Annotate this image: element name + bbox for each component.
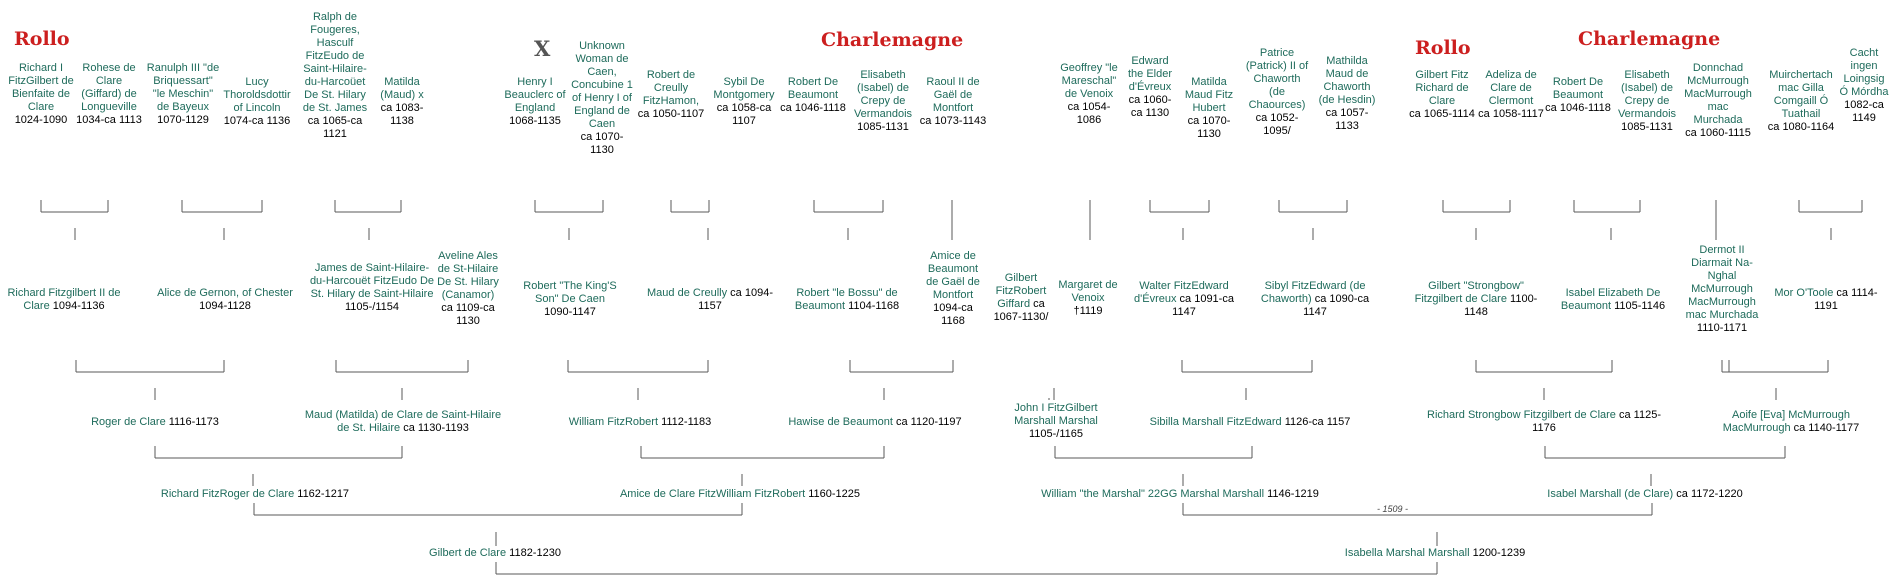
person-isabel-marshall[interactable] [1520,488,1770,501]
person-dates: ca 1125-1176 [1532,409,1661,434]
person-gilbert-strongbow[interactable] [1414,280,1538,319]
person-unknown-woman[interactable] [570,40,634,157]
person-rohese[interactable] [76,62,142,127]
person-aveline[interactable] [435,250,501,328]
person-robert-kings-son[interactable] [514,280,626,319]
person-dates: 1162-1217 [297,488,350,500]
person-dates: ca 1114-1191 [1814,287,1878,312]
person-dates: 1105-/1154 [344,301,400,313]
person-mor[interactable] [1770,287,1882,313]
person-dates: 1068-1135 [509,115,561,127]
person-dates: ca 1065-1114 [1409,108,1475,120]
person-dates: 1094-ca 1168 [933,302,973,327]
person-name: Alice de Gernon, of Chester [157,287,293,299]
person-name: Patrice (Patrick) II of Chaworth (de Chaources) [1245,47,1309,111]
person-dates: ca 1046-1118 [1545,102,1611,114]
person-dates: 1100-1148 [1464,293,1538,318]
person-dates: 1105-/1165 [1028,428,1084,440]
person-sibyl-fitzedward[interactable] [1250,280,1380,319]
person-richard-i[interactable] [8,62,74,127]
person-dates: ca 1067-1130/ [993,298,1049,323]
person-cacht[interactable] [1838,47,1890,125]
person-dates: ca 1058-1117 [1478,108,1544,120]
person-matilda-x[interactable] [374,76,430,128]
person-dates: ca 1109-ca 1130 [441,302,495,327]
person-dates: ca 1060-ca 1130 [1128,94,1172,119]
person-edward[interactable] [1124,55,1176,120]
person-maud-creully[interactable] [640,287,780,313]
person-robert-bossu[interactable] [782,287,912,313]
person-name: Ranulph III "de Briquessart" "le Meschin" de Bayeux [146,62,220,113]
person-name: Elisabeth (Isabel) de Crepy de Vermandois [1617,69,1677,120]
header-rollo-left: Rollo [14,28,70,50]
person-dates: 1116-1173 [168,416,219,428]
person-dates: 1074-ca 1136 [223,115,291,127]
person-dates: ca 1090-ca 1147 [1303,293,1370,318]
person-mathilda-chaworth[interactable] [1314,55,1380,133]
person-dates: 1105-1146 [1614,300,1666,312]
person-name: John I FitzGilbert Marshall Marshal [1014,402,1098,427]
person-name: Robert "le Bossu" de Beaumont [794,287,898,312]
person-dates: ca 1057-1133 [1325,107,1369,132]
person-ralph[interactable] [302,11,368,141]
person-name: Roger de Clare [91,416,166,428]
person-name: Robert De Beaumont [1552,76,1604,101]
person-dates: 1104-1168 [848,300,900,312]
person-dates: 1085-1131 [857,121,909,133]
person-dates: 1146-1219 [1267,488,1319,500]
person-geoffrey[interactable] [1056,62,1122,127]
person-lucy[interactable] [222,76,292,128]
person-dates: ca 1058-ca 1107 [716,102,772,127]
person-richard-fitzroger[interactable] [130,488,380,501]
person-ranulph[interactable] [146,62,220,127]
person-isabella-marshal[interactable] [1310,547,1560,560]
person-dermot[interactable] [1684,244,1760,335]
person-name: Adeliza de Clare de Clermont [1485,69,1537,107]
person-dates: 1160-1225 [808,488,861,500]
person-amice-gael[interactable] [922,250,984,328]
person-name: Unknown Woman de Caen, Concubine 1 of Henry I of England de Caen [571,40,633,130]
person-name: Henry I Beauclerc of England [504,76,566,114]
person-dates: 1112-1183 [661,416,712,428]
person-name: Amice de Beaumont de Gaël de Montfort [926,250,980,301]
person-sibilla[interactable] [1130,416,1370,429]
person-name: Aoife [Eva] McMurrough MacMurrough [1722,409,1850,434]
person-maud-matilda[interactable] [300,409,506,435]
person-dates: 1126-ca 1157 [1284,416,1351,428]
person-dates: 1200-1239 [1472,547,1526,559]
person-dates: ca 1070-1130 [580,131,624,156]
person-dates: 1034-ca 1113 [76,114,142,126]
person-name: Elisabeth (Isabel) de Crepy de Vermandois [853,69,913,120]
person-john-marshal[interactable] [1000,402,1112,441]
person-richard-ii[interactable] [4,287,124,313]
person-roger[interactable] [60,416,250,429]
person-dates: ca 1046-1118 [780,102,846,114]
person-dates: ca 1065-ca 1121 [307,115,363,140]
person-dates: 1110-1171 [1696,322,1748,334]
person-dates: ca 1094-1157 [698,287,773,312]
person-name: Edward the Elder d'Évreux [1127,55,1173,93]
person-name: Matilda Maud Fitz Hubert [1184,76,1234,114]
person-dates: ca 1120-1197 [895,416,962,428]
person-name: Muirchertach mac Gilla Comgaill Ó Tuathail [1769,69,1833,120]
person-name: Gilbert "Strongbow" Fitzgilbert de Clare [1414,280,1524,305]
person-dates: ca 1130-1193 [403,422,469,434]
person-gilbert-clare[interactable] [390,547,600,560]
person-name: Dermot II Diarmait Na-Nghal McMurrough MacMurrough mac Murchada [1685,244,1759,321]
person-amice-fitzwilliam[interactable] [590,488,890,501]
person-robert-creully[interactable] [636,69,706,121]
person-name: Aveline Ales de St-Hilaire De St. Hilary (Canamor) [437,250,499,301]
generation-note: - 1509 - [1377,504,1409,514]
person-dates: ca 1070-1130 [1187,115,1231,140]
person-dates: ca 1060-1115 [1685,127,1751,139]
person-dates: 1094-1136 [52,300,105,312]
person-name: Donnchad McMurrough MacMurrough mac Murchada [1684,62,1752,126]
header-charlemagne-right: Charlemagne [1578,28,1721,50]
person-dates: ca 1140-1177 [1793,422,1860,434]
person-name: Robert de Creully FitzHamon, [642,69,700,107]
person-name: Matilda (Maud) x [380,76,424,101]
person-dates: ca 1054-1086 [1067,101,1111,126]
person-name: Sibyl FitzEdward (de Chaworth) [1260,280,1366,305]
person-name: Walter FitzEdward d'Évreux [1134,280,1229,305]
person-elisabeth-2[interactable] [1610,69,1684,134]
person-name: Richard Fitzgilbert II de Clare [7,287,121,312]
person-name: Maud de Creully [647,287,728,299]
person-name: Richard FitzRoger de Clare [160,488,295,500]
header-charlemagne-mid: Charlemagne [821,29,964,51]
person-isabel-elizabeth[interactable] [1548,287,1678,313]
person-dates: ca 1050-1107 [637,108,705,120]
person-name: Mor O'Toole [1774,287,1834,299]
person-name: William "the Marshal" 22GG Marshal Marshall [1041,488,1265,500]
person-name: Raoul II de Gaël de Montfort [926,76,980,114]
person-gilbert-fitz-richard[interactable] [1408,69,1476,121]
person-name: Richard Strongbow Fitzgilbert de Clare [1427,409,1616,421]
person-margaret[interactable] [1058,279,1118,318]
person-name: Isabel Marshall (de Clare) [1547,488,1674,500]
person-name: Robert "The King'S Son" De Caen [523,280,617,305]
person-name: Isabel Elizabeth De Beaumont [1560,287,1661,312]
person-william-fitzrobert[interactable] [540,416,740,429]
person-dates: ca 1091-ca 1147 [1172,293,1234,318]
person-dates: †1119 [1073,305,1103,317]
person-name: Geoffrey "le Mareschal" de Venoix [1060,62,1118,100]
person-dates: 1094-1128 [199,300,251,312]
person-hawise[interactable] [760,416,990,429]
person-alice[interactable] [140,287,310,313]
person-dates: 1024-1090 [14,114,68,126]
person-dates: 1082-ca 1149 [1844,99,1884,124]
person-dates: 1090-1147 [544,306,596,318]
person-name: Gilbert de Clare [429,547,507,559]
person-name: Robert De Beaumont [787,76,839,101]
person-aoife[interactable] [1706,409,1876,435]
person-adeliza[interactable] [1478,69,1544,121]
person-name: Richard I FitzGilbert de Bienfaite de Clare [8,62,74,113]
header-rollo-right: Rollo [1415,37,1471,59]
person-dates: ca 1172-1220 [1676,488,1743,500]
person-dates: 1182-1230 [509,547,561,559]
person-richard-strongbow[interactable] [1424,409,1664,435]
person-dates: ca 1073-1143 [919,115,987,127]
x-mark-icon: X [534,36,551,61]
person-matilda-hubert[interactable] [1178,76,1240,141]
person-name: Gilbert FitzRobert Giffard [995,272,1047,310]
person-gilbert-giffard[interactable] [988,272,1054,324]
person-name: Mathilda Maud de Chaworth (de Hesdin) [1318,55,1376,106]
person-henry-i[interactable] [502,76,568,128]
person-name: Sybil De Montgomery [713,76,775,101]
person-name: Sibilla Marshall FitzEdward [1149,416,1282,428]
person-name: Ralph de Fougeres, Hasculf FitzEudo de Saint-Hilaire-du-Harcoüet De St. Hilary de St. James [302,11,368,114]
person-patrice[interactable] [1244,47,1310,138]
person-dates: 1070-1129 [157,114,209,126]
person-elisabeth-1[interactable] [846,69,920,134]
person-dates: ca 1080-1164 [1767,121,1835,133]
person-name: Isabella Marshal Marshall [1344,547,1470,559]
person-donnchad[interactable] [1682,62,1754,140]
person-william-marshal[interactable] [1010,488,1350,501]
person-name: Hawise de Beaumont [788,416,893,428]
person-name: Gilbert Fitz Richard de Clare [1415,69,1469,107]
person-sybil[interactable] [706,76,782,128]
person-name: Margaret de Venoix [1058,279,1118,304]
person-name: Amice de Clare FitzWilliam FitzRobert [619,488,806,500]
person-muirchertach[interactable] [1762,69,1840,134]
person-raoul[interactable] [918,76,988,128]
person-name: Cacht ingen Loingsig Ó Mórdha [1839,47,1889,98]
person-name: Rohese de Clare (Giffard) de Longueville [81,62,137,113]
person-james[interactable] [307,262,437,314]
person-walter[interactable] [1125,280,1243,319]
person-robert-beaumont-2[interactable] [1543,76,1613,115]
person-name: James de Saint-Hilaire-du-Harcouët FitzEudo De St. Hilary de Saint-Hilaire [309,262,435,300]
person-name: William FitzRobert [568,416,658,428]
person-dates: 1085-1131 [1621,121,1673,133]
person-robert-beaumont-1[interactable] [778,76,848,115]
person-dates: ca 1052-1095/ [1255,112,1299,137]
person-name: Lucy Thoroldsdottir of Lincoln [223,76,291,114]
person-dates: ca 1083-1138 [380,102,424,127]
person-name: Maud (Matilda) de Clare de Saint-Hilaire de St. Hilaire [304,409,502,434]
